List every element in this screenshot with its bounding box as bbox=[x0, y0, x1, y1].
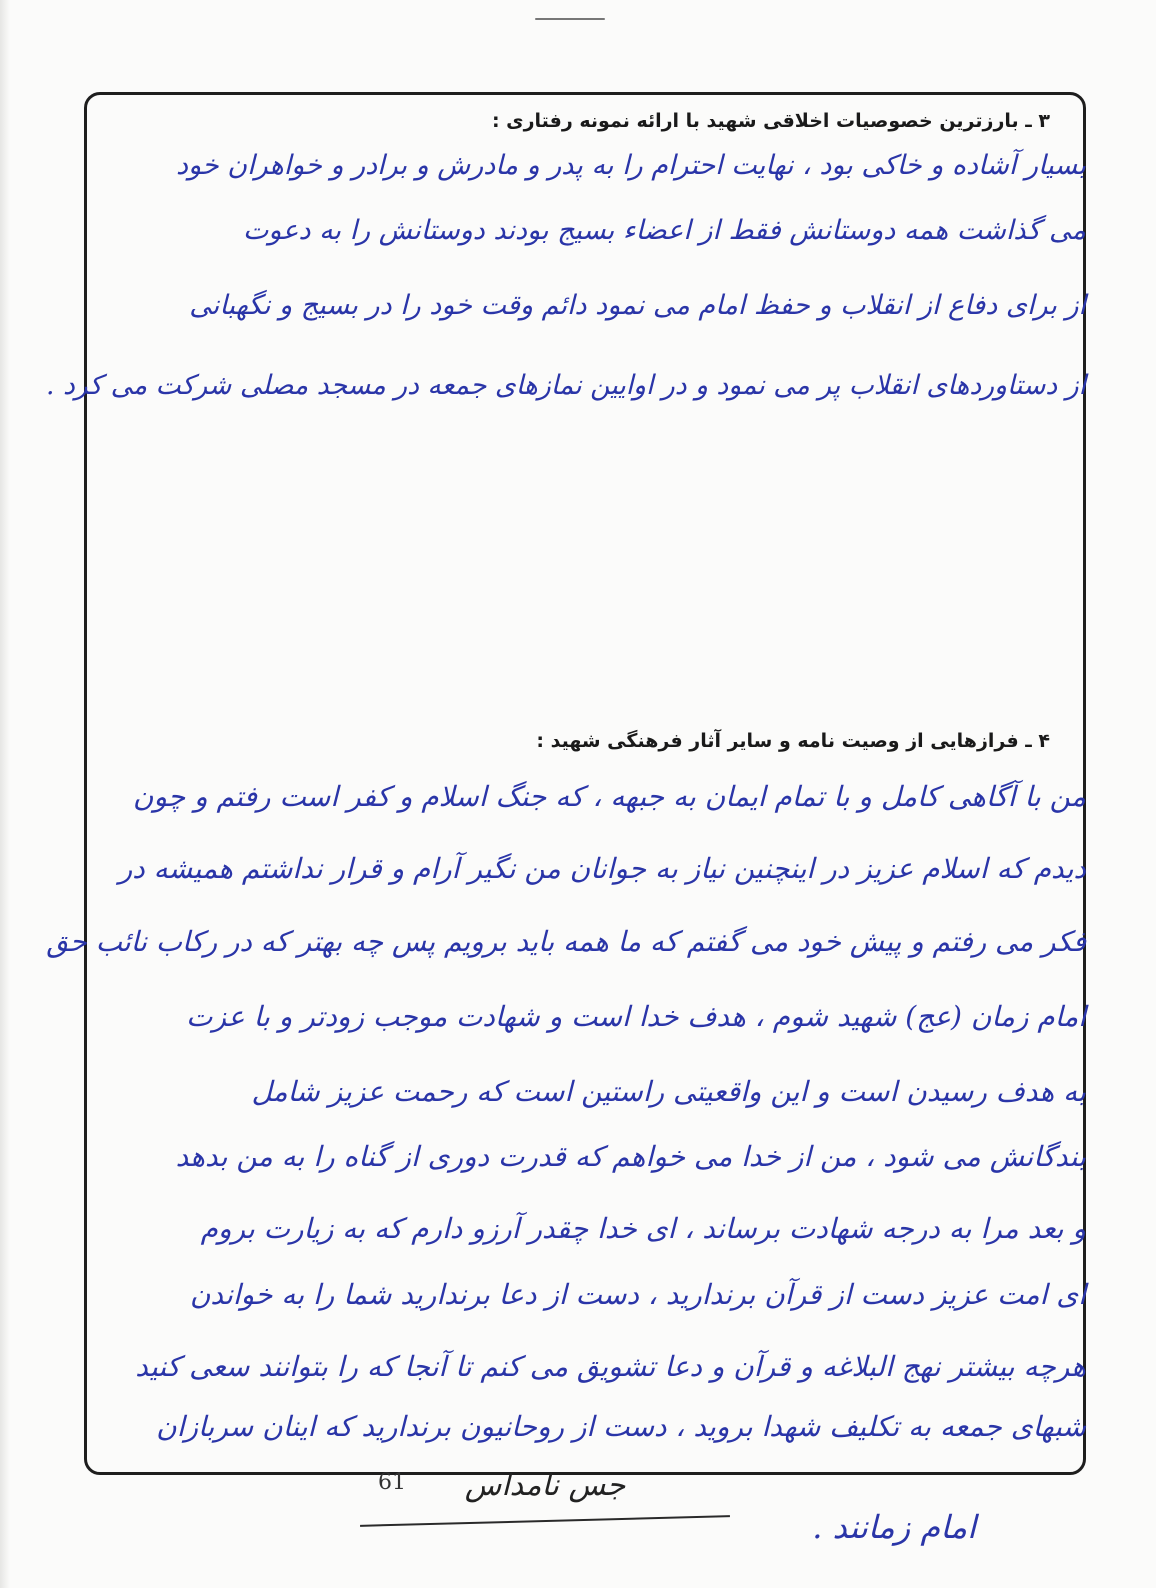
section-4-line-10: شبهای جمعه به تکلیف شهدا بروید ، دست از روحانیون برندارید که اینان سربازان bbox=[156, 1410, 1086, 1443]
section-4-line-5: به هدف رسیدن است و این واقعیتی راستین است که رحمت عزیز شامل bbox=[251, 1075, 1086, 1108]
top-pen-mark bbox=[535, 18, 605, 20]
section-3-line-4: از دستاوردهای انقلاب پر می نمود و در اوایین نمازهای جمعه در مسجد مصلی شرکت می کرد . bbox=[46, 370, 1086, 401]
page-number: 61 bbox=[378, 1470, 406, 1495]
section-3-heading: ۳ ـ بارزترین خصوصیات اخلاقی شهید با ارائه نمونه رفتاری : bbox=[491, 110, 1050, 132]
section-4-line-8: ای امت عزیز دست از قرآن برندارید ، دست از دعا برندارید شما را به خواندن bbox=[189, 1278, 1086, 1311]
section-4-line-2: دیدم که اسلام عزیز در اینچنین نیاز به جوانان من نگیر آرام و قرار نداشتم همیشه در bbox=[118, 852, 1086, 885]
section-3-line-1: بسیار آشاده و خاکی بود ، نهایت احترام را به پدر و مادرش و برادر و خواهران خود bbox=[176, 150, 1086, 181]
page-edge-shadow bbox=[0, 0, 10, 1588]
section-4-line-7: و بعد مرا به درجه شهادت برساند ، ای خدا چقدر آرزو دارم که به زیارت بروم bbox=[200, 1212, 1086, 1245]
section-3-line-2: می گذاشت همه دوستانش فقط از اعضاء بسیج بودند دوستانش را به دعوت bbox=[243, 215, 1086, 246]
closing-line: امام زمانند . bbox=[812, 1508, 976, 1546]
section-4-line-3: فکر می رفتم و پیش خود می گفتم که ما همه باید برویم پس چه بهتر که در رکاب نائب حق bbox=[46, 925, 1087, 958]
signature-underline bbox=[360, 1515, 730, 1527]
section-4-line-1: من با آگاهی کامل و با تمام ایمان به جبهه ، که جنگ اسلام و کفر است رفتم و چون bbox=[132, 780, 1086, 813]
section-4-line-6: بندگانش می شود ، من از خدا می خواهم که قدرت دوری از گناه را به من بدهد bbox=[175, 1140, 1086, 1173]
section-4-heading: ۴ ـ فرازهایی از وصیت نامه و سایر آثار فرهنگی شهید : bbox=[536, 730, 1050, 752]
signature: جس نامداس bbox=[464, 1468, 626, 1503]
section-4-line-9: هرچه بیشتر نهج البلاغه و قرآن و دعا تشویق می کنم تا آنجا که را بتوانند سعی کنید bbox=[135, 1350, 1086, 1383]
section-3-line-3: از برای دفاع از انقلاب و حفظ امام می نمود دائم وقت خود را در بسیج و نگهبانی bbox=[189, 290, 1086, 321]
section-4-line-4: امام زمان (عج) شهید شوم ، هدف خدا است و شهادت موجب زودتر و با عزت bbox=[186, 1000, 1086, 1033]
